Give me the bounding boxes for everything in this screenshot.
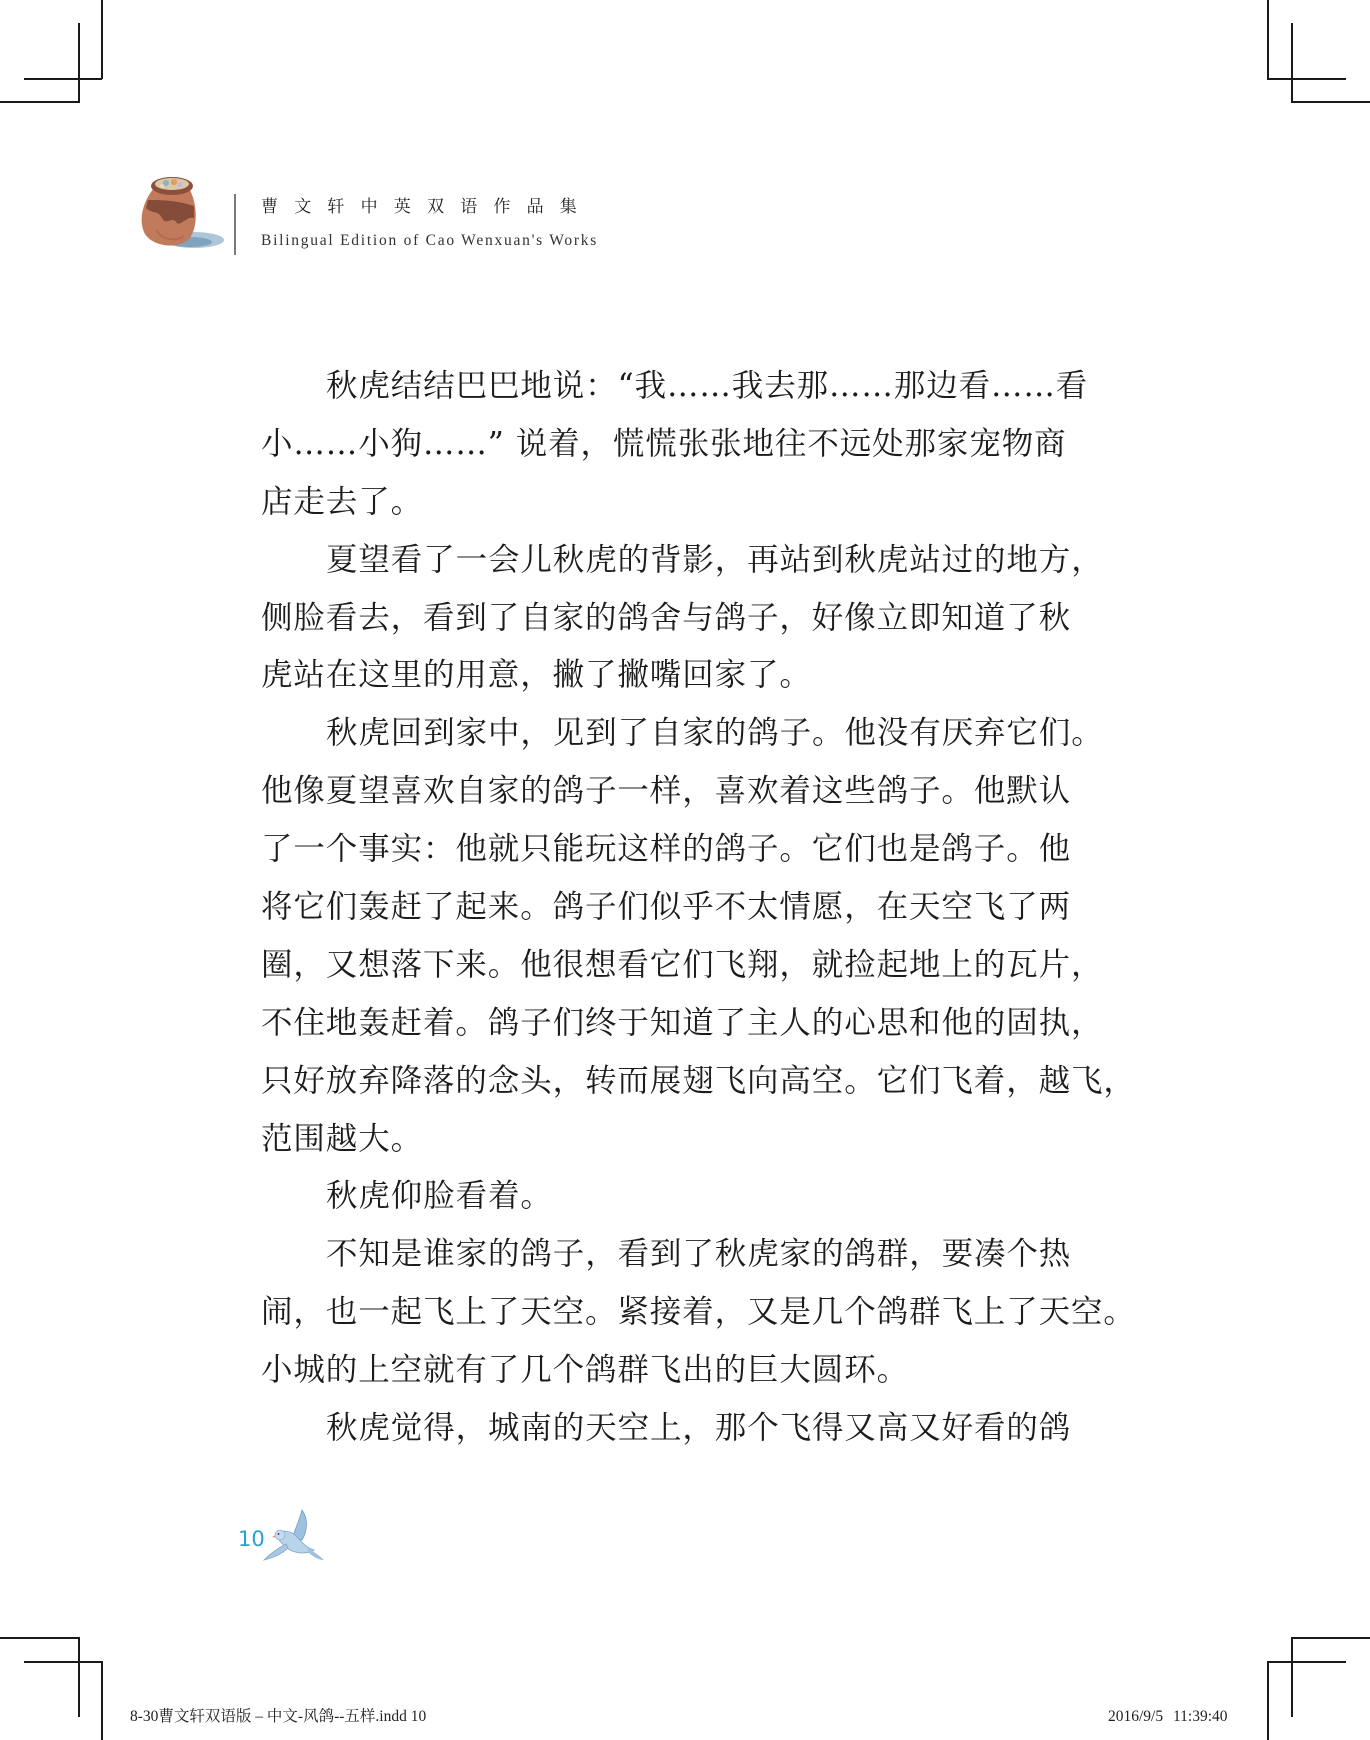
crop-mark <box>78 1637 80 1717</box>
text-line: 了一个事实：他就只能玩这样的鸽子。它们也是鸽子。他 <box>261 831 1072 868</box>
text-line: 店走去了。 <box>261 483 424 520</box>
text-line: 小城的上空就有了几个鸽群飞出的巨大圆环。 <box>261 1352 910 1389</box>
crop-mark <box>24 78 102 80</box>
text-line: 侧脸看去，看到了自家的鸽舍与鸽子，好像立即知道了秋 <box>261 599 1072 636</box>
text-line: 不知是谁家的鸽子，看到了秋虎家的鸽群，要凑个热 <box>326 1236 1072 1273</box>
text-line: 范围越大。 <box>261 1120 424 1157</box>
text-line: 他像夏望喜欢自家的鸽子一样，喜欢着这些鸽子。他默认 <box>261 773 1072 810</box>
crop-mark <box>0 101 79 103</box>
crop-mark <box>1267 78 1346 80</box>
clay-pot-icon <box>136 170 228 254</box>
page-number: 10 <box>238 1527 265 1551</box>
crop-mark <box>1291 1637 1293 1717</box>
crop-mark <box>1267 0 1269 79</box>
crop-mark <box>1267 1661 1269 1740</box>
crop-mark <box>1291 23 1293 103</box>
text-line: 秋虎回到家中，见到了自家的鸽子。他没有厌弃它们。 <box>326 715 1104 752</box>
text-line: 秋虎结结巴巴地说：“我……我去那……那边看……看 <box>326 368 1089 404</box>
text-line: 不住地轰赶着。鸽子们终于知道了主人的心思和他的固执， <box>261 1004 1104 1041</box>
text-line: 圈，又想落下来。他很想看它们飞翔，就捡起地上的瓦片， <box>261 946 1104 983</box>
text-line: 夏望看了一会儿秋虎的背影，再站到秋虎站过的地方， <box>326 541 1104 578</box>
crop-mark <box>24 1661 102 1663</box>
crop-mark <box>78 23 80 103</box>
crop-mark <box>1267 1661 1346 1663</box>
text-line: 秋虎仰脸看着。 <box>326 1178 553 1215</box>
crop-mark <box>101 1661 103 1740</box>
crop-mark <box>1291 101 1370 103</box>
text-line: 闹，也一起飞上了天空。紧接着，又是几个鸽群飞上了天空。 <box>261 1294 1136 1331</box>
text-line: 将它们轰赶了起来。鸽子们似乎不太情愿，在天空飞了两 <box>261 889 1072 926</box>
crop-mark <box>1291 1637 1370 1639</box>
text-line: 只好放弃降落的念头，转而展翅飞向高空。它们飞着，越飞， <box>261 1062 1136 1099</box>
series-title-chinese: 曹文轩中英双语作品集 <box>261 197 593 217</box>
file-slug: 8-30曹文轩双语版 – 中文-风鸽--五样.indd 10 <box>130 1708 427 1725</box>
text-line: 秋虎觉得，城南的天空上，那个飞得又高又好看的鸽 <box>326 1410 1072 1447</box>
body-text <box>261 358 1136 1458</box>
header-divider <box>234 194 236 255</box>
text-line: 小……小狗……” 说着，慌慌张张地往不远处那家宠物商 <box>261 425 1067 462</box>
series-title-english: Bilingual Edition of Cao Wenxuan's Works <box>261 232 599 249</box>
text-line: 虎站在这里的用意，撇了撇嘴回家了。 <box>261 657 812 694</box>
crop-mark <box>0 1637 79 1639</box>
timestamp: 2016/9/5 11:39:40 <box>1108 1708 1228 1725</box>
pigeon-icon <box>262 1508 326 1566</box>
crop-mark <box>101 0 103 79</box>
